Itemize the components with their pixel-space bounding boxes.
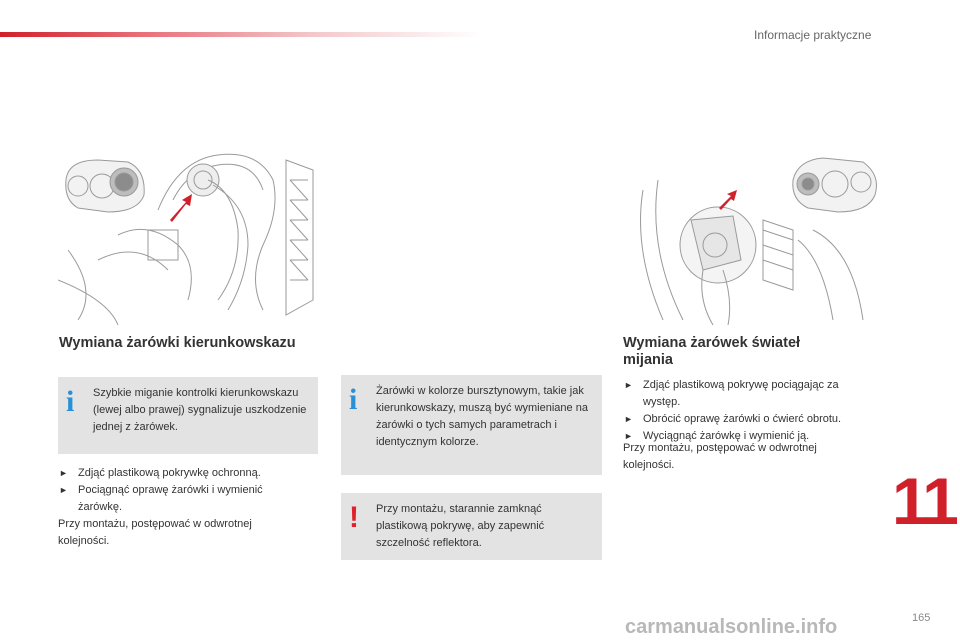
bullet-icon: ►: [59, 485, 68, 495]
low-beam-illustration: [623, 150, 883, 325]
warning-text: Przy montażu, starannie zamknąć plastikową pokrywę, aby zapewnić szczelność reflektora.: [376, 503, 545, 549]
low-beam-title: Wymiana żarówek świateł mijania: [623, 335, 801, 368]
turn-signal-illustration: [58, 150, 318, 325]
turn-signal-closing: Przy montażu, postępować w odwrotnej kolejności.: [58, 518, 252, 547]
info-icon: i: [66, 385, 75, 418]
watermark: carmanualsonline.info: [625, 616, 838, 638]
warning-icon: !: [349, 501, 359, 534]
turn-signal-steps: [58, 465, 298, 516]
bullet-icon: ►: [59, 468, 68, 478]
list-item: ► Wyciągnąć żarówkę i wymienić ją.: [623, 428, 873, 445]
low-beam-closing: Przy montażu, postępować w odwrotnej kolejności.: [623, 442, 817, 471]
chapter-number: 11: [892, 464, 956, 538]
bullet-icon: ►: [624, 414, 633, 424]
list-item: ► Obrócić oprawę żarówki o ćwierć obrotu.: [623, 411, 873, 428]
bullet-icon: ►: [624, 380, 633, 390]
info-icon: i: [349, 383, 358, 416]
arrow-icon: [170, 194, 192, 222]
list-item: ► Zdjąć plastikową pokrywkę ochronną.: [58, 465, 298, 482]
header-accent-bar: [0, 32, 480, 37]
list-item: ► Pociągnąć oprawę żarówki i wymienić żarówkę.: [59, 484, 263, 513]
section-title: Informacje praktyczne: [754, 28, 872, 42]
low-beam-steps: [623, 377, 873, 445]
turn-signal-info-box: [58, 377, 318, 454]
info-text: Żarówki w kolorze bursztynowym, takie jak kierunkowskazy, muszą być wymieniane na żarówki o tych samych parametrach i identycznym kolorze.: [376, 385, 588, 448]
page-number: 165: [912, 612, 931, 624]
list-item: ► Zdjąć plastikową pokrywę pociągając za występ.: [624, 379, 839, 408]
amber-bulb-info-box: [341, 375, 602, 475]
turn-signal-title: Wymiana żarówki kierunkowskazu: [59, 335, 296, 351]
bullet-icon: ►: [624, 431, 633, 441]
cover-warning-box: [341, 493, 602, 560]
arrow-icon: [719, 190, 737, 210]
info-text: Szybkie miganie kontrolki kierunkowskazu (lewej albo prawej) sygnalizuje uszkodzenie jednej z żarówek.: [93, 387, 307, 433]
